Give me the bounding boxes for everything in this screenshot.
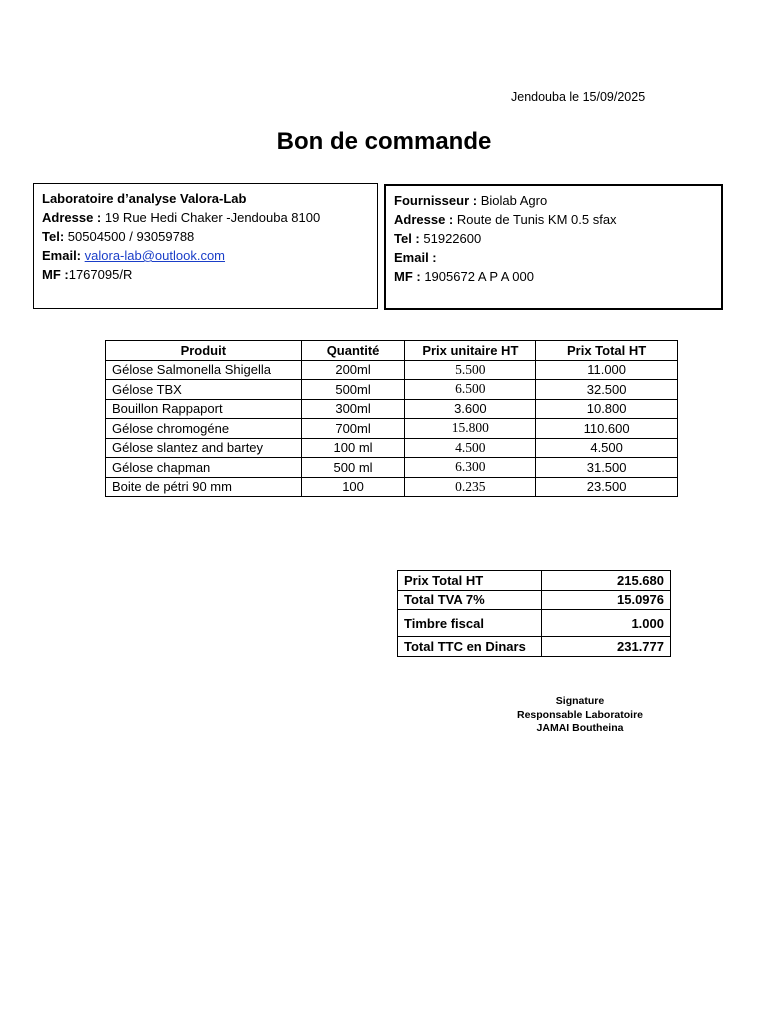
product-unit-price: 15.800 (405, 419, 536, 439)
column-header-unit-price: Prix unitaire HT (405, 341, 536, 361)
product-unit-price: 6.500 (405, 380, 536, 400)
supplier-address: Adresse : Route de Tunis KM 0.5 sfax (394, 212, 617, 227)
product-quantity: 500ml (301, 380, 405, 400)
total-ht-label: Prix Total HT (398, 571, 542, 591)
tva-label: Total TVA 7% (398, 590, 542, 610)
signature-line-role: Responsable Laboratoire (516, 708, 644, 721)
timbre-value: 1.000 (542, 610, 671, 637)
supplier-email: Email : (394, 250, 437, 265)
totals-row-timbre (398, 610, 671, 637)
product-name: Boite de pétri 90 mm (106, 477, 302, 497)
product-total-price: 11.000 (536, 360, 678, 380)
totals-row-total-ht (398, 571, 671, 591)
product-quantity: 100 (301, 477, 405, 497)
product-unit-price: 0.235 (405, 477, 536, 497)
product-name: Gélose chromogéne (106, 419, 302, 439)
product-quantity: 300ml (301, 399, 405, 419)
lab-mf: MF :1767095/R (42, 267, 133, 282)
lab-name: Laboratoire d’analyse Valora-Lab (42, 191, 247, 206)
product-unit-price: 5.500 (405, 360, 536, 380)
supplier-info-box (384, 184, 723, 310)
lab-email: Email: valora-lab@outlook.com (42, 248, 226, 263)
total-ht-value: 215.680 (542, 571, 671, 591)
table-row (106, 477, 678, 497)
document-title: Bon de commande (276, 128, 492, 155)
column-header-total-price: Prix Total HT (536, 341, 678, 361)
product-name: Bouillon Rappaport (106, 399, 302, 419)
product-name: Gélose chapman (106, 458, 302, 478)
product-unit-price: 6.300 (405, 458, 536, 478)
table-row (106, 399, 678, 419)
ttc-label: Total TTC en Dinars (398, 637, 542, 657)
products-table (105, 340, 678, 497)
table-row (106, 438, 678, 458)
signature-line-title: Signature (555, 695, 605, 707)
ttc-value: 231.777 (542, 637, 671, 657)
table-row (106, 419, 678, 439)
supplier-tel: Tel : 51922600 (394, 231, 482, 246)
product-total-price: 110.600 (536, 419, 678, 439)
product-quantity: 500 ml (301, 458, 405, 478)
supplier-name: Fournisseur : Biolab Agro (394, 193, 548, 208)
tva-value: 15.0976 (542, 590, 671, 610)
product-unit-price: 3.600 (405, 399, 536, 419)
product-total-price: 31.500 (536, 458, 678, 478)
table-row (106, 360, 678, 380)
product-name: Gélose slantez and bartey (106, 438, 302, 458)
lab-address: Adresse : 19 Rue Hedi Chaker -Jendouba 8100 (42, 210, 321, 225)
totals-table (397, 570, 671, 657)
totals-row-tva (398, 590, 671, 610)
product-name: Gélose TBX (106, 380, 302, 400)
timbre-label: Timbre fiscal (398, 610, 542, 637)
lab-tel: Tel: 50504500 / 93059788 (42, 229, 195, 244)
product-name: Gélose Salmonella Shigella (106, 360, 302, 380)
totals-row-ttc (398, 637, 671, 657)
laboratory-info-box (33, 183, 378, 309)
table-row (106, 458, 678, 478)
product-quantity: 200ml (301, 360, 405, 380)
signature-line-name: JAMAI Boutheina (536, 722, 624, 734)
table-header-row (106, 341, 678, 361)
product-total-price: 10.800 (536, 399, 678, 419)
signature-block (480, 695, 680, 736)
product-total-price: 23.500 (536, 477, 678, 497)
lab-email-link[interactable]: valora-lab@outlook.com (84, 248, 226, 263)
product-unit-price: 4.500 (405, 438, 536, 458)
product-total-price: 4.500 (536, 438, 678, 458)
document-date: Jendouba le 15/09/2025 (511, 90, 646, 104)
table-row (106, 380, 678, 400)
product-total-price: 32.500 (536, 380, 678, 400)
supplier-mf: MF : 1905672 A P A 000 (394, 269, 534, 284)
column-header-quantity: Quantité (301, 341, 405, 361)
column-header-product: Produit (106, 341, 302, 361)
product-quantity: 100 ml (301, 438, 405, 458)
product-quantity: 700ml (301, 419, 405, 439)
